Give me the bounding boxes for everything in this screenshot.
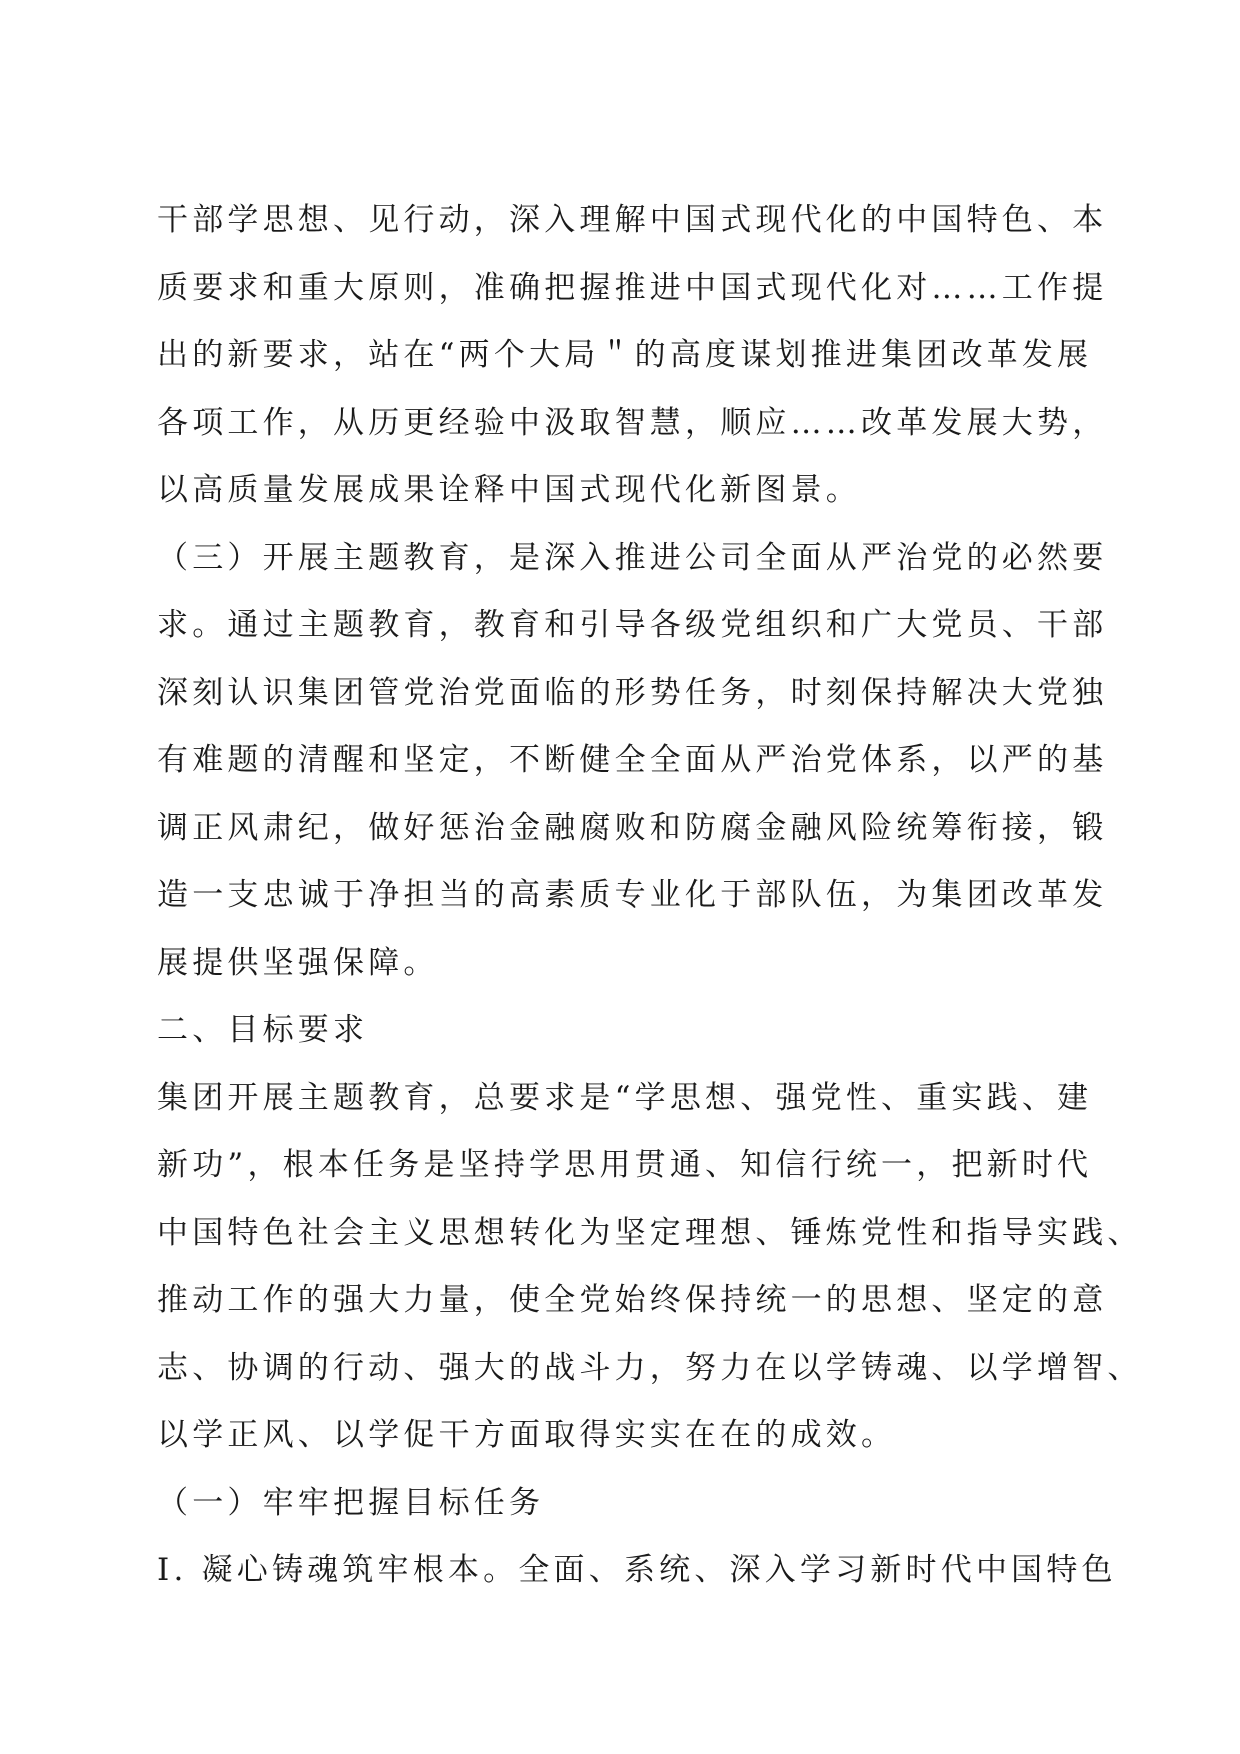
text-line: 有难题的清醒和坚定，不断健全全面从严治党体系，以严的基 — [157, 742, 1108, 778]
body-text — [157, 187, 1157, 1605]
text-line: 造一支忠诚于净担当的高素质专业化于部队伍，为集团改革发 — [157, 877, 1108, 913]
goals-paragraph: 集团开展主题教育，总要求是“学思想、强党性、重实践、建 — [157, 1079, 1093, 1116]
text-line: 志、协调的行动、强大的战斗力，努力在以学铸魂、以学增智、 — [157, 1349, 1143, 1386]
text-line: 干部学思想、见行动，深入理解中国式现代化的中国特色、本 — [157, 202, 1108, 238]
text-line: 以学正风、以学促干方面取得实实在在的成效。 — [157, 1417, 897, 1453]
text-line: 各项工作，从历更经验中汲取智慧，顺应……改革发展大势， — [157, 404, 1108, 441]
text-line: 中国特色社会主义思想转化为坚定理想、锤炼党性和指导实践、 — [157, 1214, 1143, 1251]
section-heading-goals: 二、目标要求 — [157, 1012, 369, 1048]
text-line: 以高质量发展成果诠释中国式现代化新图景。 — [157, 472, 861, 508]
text-line: 新功”，根本任务是坚持学思用贯通、知信行统一，把新时代 — [157, 1147, 1093, 1183]
subsection-heading-tasks: （一）牢牢把握目标任务 — [157, 1484, 545, 1521]
section-three-paragraph: （三）开展主题教育，是深入推进公司全面从严治党的必然要 — [157, 539, 1108, 576]
text-line: 质要求和重大原则，准确把握推进中国式现代化对……工作提 — [157, 269, 1108, 306]
text-line: 出的新要求，站在“两个大局＂的高度谋划推进集团改革发展 — [157, 337, 1093, 373]
text-line: 深刻认识集团管党治党面临的形势任务，时刻保持解决大党独 — [157, 674, 1108, 711]
text-line: 求。通过主题教育，教育和引导各级党组织和广大党员、干部 — [157, 607, 1108, 643]
text-line: 调正风肃纪，做好惩治金融腐败和防腐金融风险统筹衔接，锻 — [157, 809, 1108, 846]
text-line: 展提供坚强保障。 — [157, 944, 439, 981]
text-line: 推动工作的强大力量，使全党始终保持统一的思想、坚定的意 — [157, 1282, 1108, 1318]
numbered-item-1: I. 凝心铸魂筑牢根本。全面、系统、深入学习新时代中国特色 — [157, 1552, 1117, 1588]
